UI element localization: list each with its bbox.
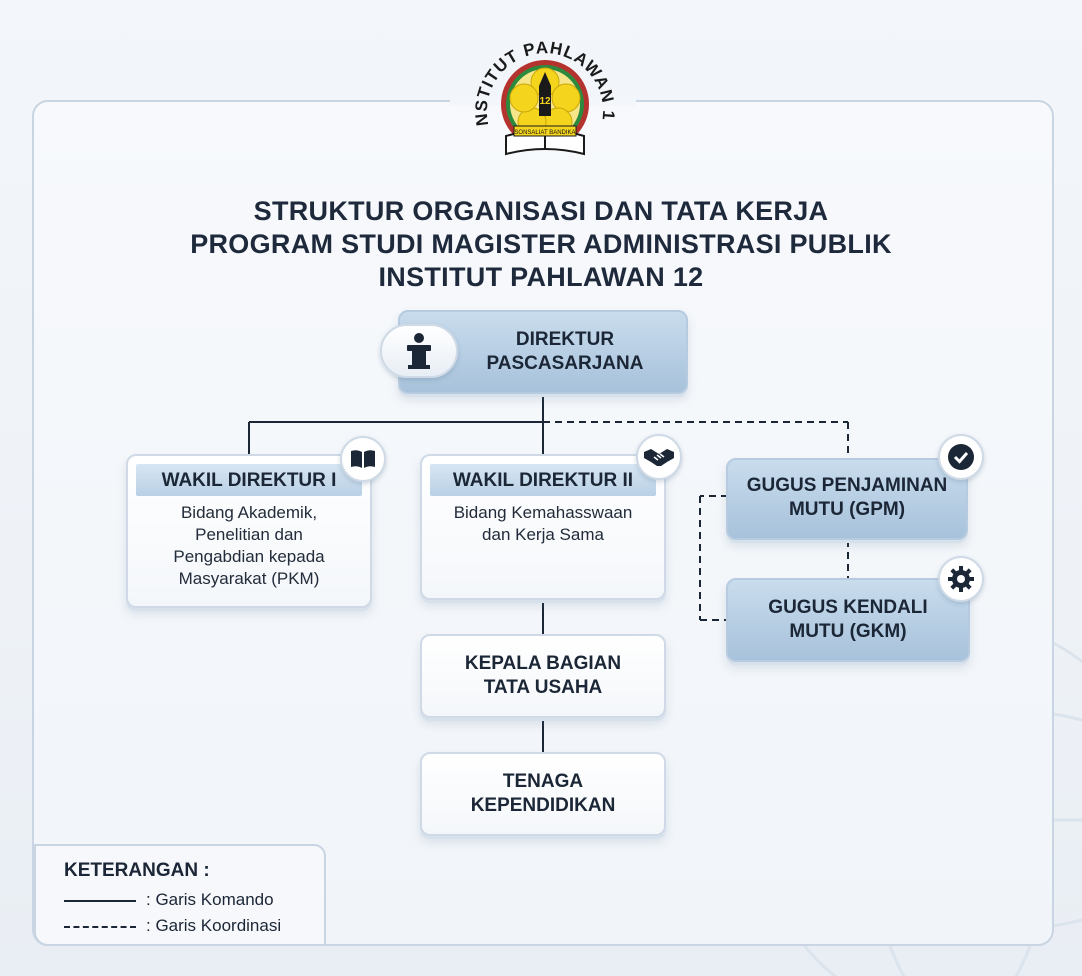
- gkm-line-2: MUTU (GKM): [789, 621, 907, 642]
- tenaga-line-1: TENAGA: [502, 771, 584, 792]
- node-gpm: [726, 458, 968, 540]
- handshake-icon: [636, 434, 682, 480]
- node-kepala-bagian-tata-usaha: [420, 634, 666, 718]
- node-wakil-direktur-1: [126, 454, 372, 608]
- legend-solid-line: [64, 900, 136, 902]
- podium-icon: [380, 324, 458, 378]
- wakil2-desc-line: dan Kerja Sama: [482, 525, 604, 544]
- logo-badge-number: 12: [539, 96, 551, 107]
- logo-banner-text: SONSALIAT BANDIKA: [514, 130, 576, 136]
- wakil1-desc-line: Pengabdian kepada: [173, 547, 325, 566]
- gkm-line-1: GUGUS KENDALI: [768, 597, 928, 618]
- wakil1-desc-line: Penelitian dan: [195, 525, 303, 544]
- kabag-line-2: TATA USAHA: [483, 677, 603, 698]
- gpm-line-2: MUTU (GPM): [788, 499, 906, 520]
- legend-dashed-label: : Garis Koordinasi: [146, 916, 282, 935]
- node-wakil-direktur-2: [420, 454, 666, 600]
- gpm-line-1: GUGUS PENJAMINAN: [746, 475, 948, 496]
- node-gkm: [726, 578, 970, 662]
- wakil1-title: WAKIL DIREKTUR I: [136, 464, 362, 496]
- page-title-line-2: PROGRAM STUDI MAGISTER ADMINISTRASI PUBLIK: [190, 229, 892, 259]
- gear-icon: [938, 556, 984, 602]
- legend-dashed-line: [64, 926, 136, 928]
- wakil1-desc-line: Masyarakat (PKM): [178, 569, 320, 588]
- wakil2-desc-line: Bidang Kemahasswaan: [453, 503, 633, 522]
- kabag-line-1: KEPALA BAGIAN: [464, 653, 622, 674]
- direktur-line-1: DIREKTUR: [515, 329, 615, 350]
- check-badge-icon: [938, 434, 984, 480]
- logo-ring-text: NSTITUT PAHLAWAN 1: [471, 38, 619, 128]
- page-title-line-3: INSTITUT PAHLAWAN 12: [378, 262, 704, 292]
- legend-title: KETERANGAN :: [64, 860, 210, 881]
- legend: [34, 844, 326, 946]
- tenaga-line-2: KEPENDIDIKAN: [470, 795, 616, 816]
- wakil2-title: WAKIL DIREKTUR II: [430, 464, 656, 496]
- legend-solid-label: : Garis Komando: [146, 890, 274, 909]
- node-tenaga-kependidikan: [420, 752, 666, 836]
- book-icon: [340, 436, 386, 482]
- page-title-line-1: STRUKTUR ORGANISASI DAN TATA KERJA: [253, 196, 829, 226]
- direktur-line-2: PASCASARJANA: [486, 353, 644, 374]
- wakil1-desc-line: Bidang Akademik,: [180, 503, 318, 522]
